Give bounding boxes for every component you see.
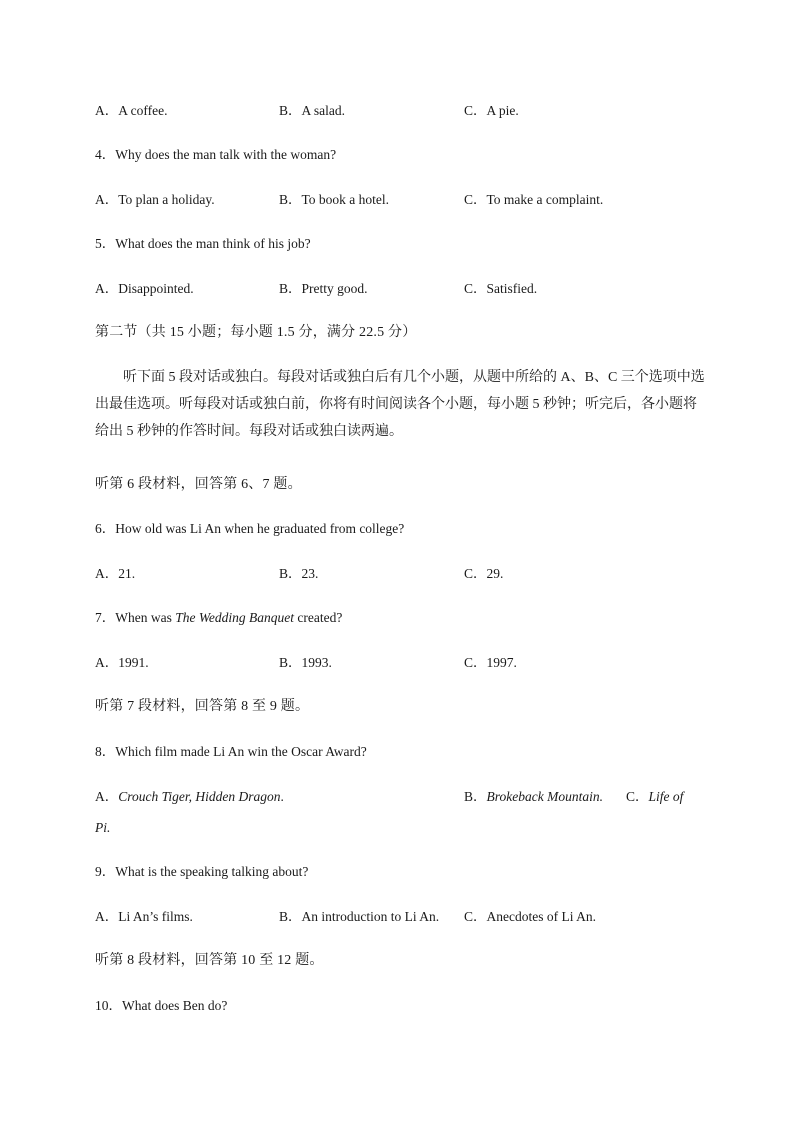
q4-question: 4．Why does the man talk with the woman? bbox=[95, 147, 337, 162]
section2-heading: 第二节（共 15 小题；每小题 1.5 分，满分 22.5 分） bbox=[95, 325, 417, 340]
q8-option-c-title: Life of bbox=[648, 789, 684, 804]
q8-option-a bbox=[95, 788, 284, 806]
q8-option-b-label: B． bbox=[464, 789, 487, 804]
q7-question bbox=[95, 609, 342, 627]
q8-option-a-label: A． bbox=[95, 789, 119, 804]
q10-question: 10．What does Ben do? bbox=[95, 998, 228, 1013]
q7-option-b: B．1993. bbox=[279, 655, 332, 670]
material6-heading: 听第 6 段材料，回答第 6、7 题。 bbox=[95, 477, 302, 492]
q6-option-b: B．23. bbox=[279, 566, 319, 581]
q7-film-title: The Wedding Banquet bbox=[175, 610, 294, 625]
q4-option-a: A．To plan a holiday. bbox=[95, 192, 215, 207]
instructions-line-1: 听下面 5 段对话或独白。每段对话或独白后有几个小题，从题中所给的 A、B、C 三个选项中选 bbox=[123, 370, 705, 385]
instructions-line-2: 出最佳选项。听每段对话或独白前，你将有时间阅读各个小题，每小题 5 秒钟；听完后，各小题将 bbox=[95, 397, 697, 412]
q5-option-c: C．Satisfied. bbox=[464, 281, 538, 296]
q4-option-c: C．To make a complaint. bbox=[464, 192, 604, 207]
q6-question: 6．How old was Li An when he graduated from college? bbox=[95, 521, 405, 536]
q8-option-c-continued bbox=[95, 819, 110, 837]
q7-option-a: A．1991. bbox=[95, 655, 149, 670]
q8-option-b bbox=[464, 788, 603, 806]
q7-prefix: 7．When was bbox=[95, 610, 176, 625]
q8-option-c-label: C． bbox=[626, 789, 649, 804]
q8-question: 8．Which film made Li An win the Oscar Award? bbox=[95, 744, 367, 759]
q5-question: 5．What does the man think of his job? bbox=[95, 236, 311, 251]
section2-instructions bbox=[95, 364, 705, 445]
q8-option-a-title: Crouch Tiger, Hidden Dragon bbox=[118, 789, 281, 804]
q8-option-a-suffix: . bbox=[280, 789, 284, 804]
q3-option-a: A．A coffee. bbox=[95, 103, 168, 118]
q6-option-a: A．21. bbox=[95, 566, 136, 581]
q3-option-b: B．A salad. bbox=[279, 103, 345, 118]
material8-heading: 听第 8 段材料，回答第 10 至 12 题。 bbox=[95, 953, 324, 968]
material7-heading: 听第 7 段材料，回答第 8 至 9 题。 bbox=[95, 699, 310, 714]
q4-option-b: B．To book a hotel. bbox=[279, 192, 390, 207]
q8-option-c bbox=[626, 788, 683, 806]
q8-option-c-title-cont: Pi. bbox=[95, 820, 111, 835]
q5-option-a: A．Disappointed. bbox=[95, 281, 194, 296]
instructions-line-3: 给出 5 秒钟的作答时间。每段对话或独白读两遍。 bbox=[95, 424, 403, 439]
q7-option-c: C．1997. bbox=[464, 655, 517, 670]
q9-question: 9．What is the speaking talking about? bbox=[95, 864, 309, 879]
q5-option-b: B．Pretty good. bbox=[279, 281, 368, 296]
q8-option-b-title: Brokeback Mountain. bbox=[486, 789, 603, 804]
q9-option-b: B．An introduction to Li An. bbox=[279, 909, 440, 924]
q9-option-a: A．Li An’s films. bbox=[95, 909, 193, 924]
q6-option-c: C．29. bbox=[464, 566, 504, 581]
q7-suffix: created? bbox=[293, 610, 343, 625]
q3-option-c: C．A pie. bbox=[464, 103, 519, 118]
q9-option-c: C．Anecdotes of Li An. bbox=[464, 909, 596, 924]
